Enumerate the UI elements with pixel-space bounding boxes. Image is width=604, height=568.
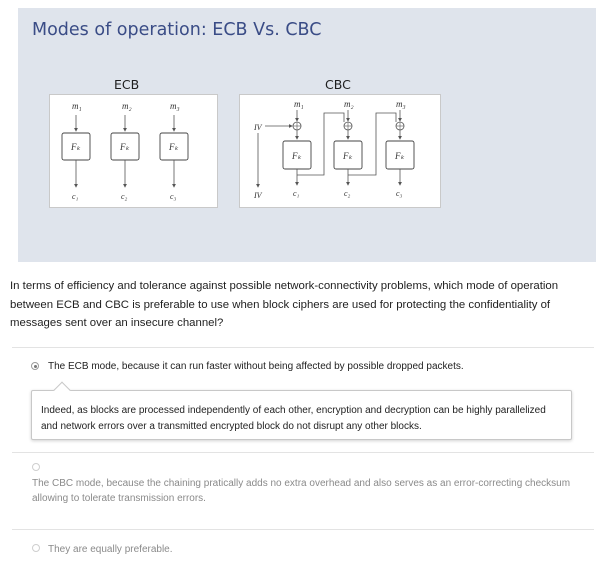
cbc-block-2-label: Fₖ — [343, 151, 353, 161]
option-ecb[interactable] — [12, 354, 594, 378]
option-cbc-label: The CBC mode, because the chaining pratically adds no extra overhead and also serves as an error-correcting checksum allowing to tolerate transmission errors. — [32, 478, 571, 504]
ecb-output-3: c₃ — [170, 192, 177, 201]
cbc-input-1: m₁ — [294, 99, 304, 109]
ecb-input-3: m₃ — [170, 101, 180, 111]
slide-title: Modes of operation: ECB Vs. CBC — [32, 20, 322, 40]
option-equal-label: They are equally preferable. — [48, 544, 173, 555]
question-text: In terms of efficiency and tolerance against possible network-connectivity problems, which mode of operation between ECB and CBC is preferable to use when block ciphers are used for protecting the confidentiality of messages sent over an insecure channel? — [10, 280, 559, 330]
feedback-box — [31, 390, 572, 440]
ecb-block-2-label: Fₖ — [120, 142, 130, 152]
cbc-diagram — [239, 94, 441, 208]
cbc-block-3-label: Fₖ — [395, 151, 405, 161]
slide-image — [18, 8, 596, 262]
ecb-output-1: c₁ — [72, 192, 79, 201]
cbc-output-2: c₂ — [344, 189, 351, 198]
ecb-output-2: c₂ — [121, 192, 128, 201]
option-equal[interactable] — [12, 530, 594, 560]
ecb-label: ECB — [114, 77, 140, 92]
option-cbc[interactable] — [12, 452, 594, 520]
cbc-input-3: m₃ — [396, 99, 406, 109]
cbc-iv-bottom: IV — [254, 191, 262, 200]
ecb-input-2: m₂ — [122, 101, 132, 111]
radio-option-ecb[interactable] — [31, 362, 39, 370]
feedback-text: Indeed, as blocks are processed independently of each other, encryption and decryption can be highly parallelized and network errors over a transmitted encrypted block do not disrupt any other blocks. — [41, 405, 546, 432]
cbc-label: CBC — [325, 77, 351, 92]
cbc-iv-top: IV — [254, 123, 262, 132]
feedback-pointer — [54, 382, 71, 399]
cbc-output-3: c₃ — [396, 189, 403, 198]
ecb-block-1-label: Fₖ — [71, 142, 81, 152]
ecb-input-1: m₁ — [72, 101, 82, 111]
ecb-diagram — [49, 94, 218, 208]
cbc-output-1: c₁ — [293, 189, 300, 198]
divider — [12, 347, 594, 348]
radio-option-cbc[interactable] — [32, 463, 40, 471]
ecb-block-3-label: Fₖ — [169, 142, 179, 152]
cbc-block-1-label: Fₖ — [292, 151, 302, 161]
option-ecb-label: The ECB mode, because it can run faster without being affected by possible dropped packets. — [48, 361, 464, 372]
radio-option-equal[interactable] — [32, 544, 40, 552]
cbc-input-2: m₂ — [344, 99, 354, 109]
